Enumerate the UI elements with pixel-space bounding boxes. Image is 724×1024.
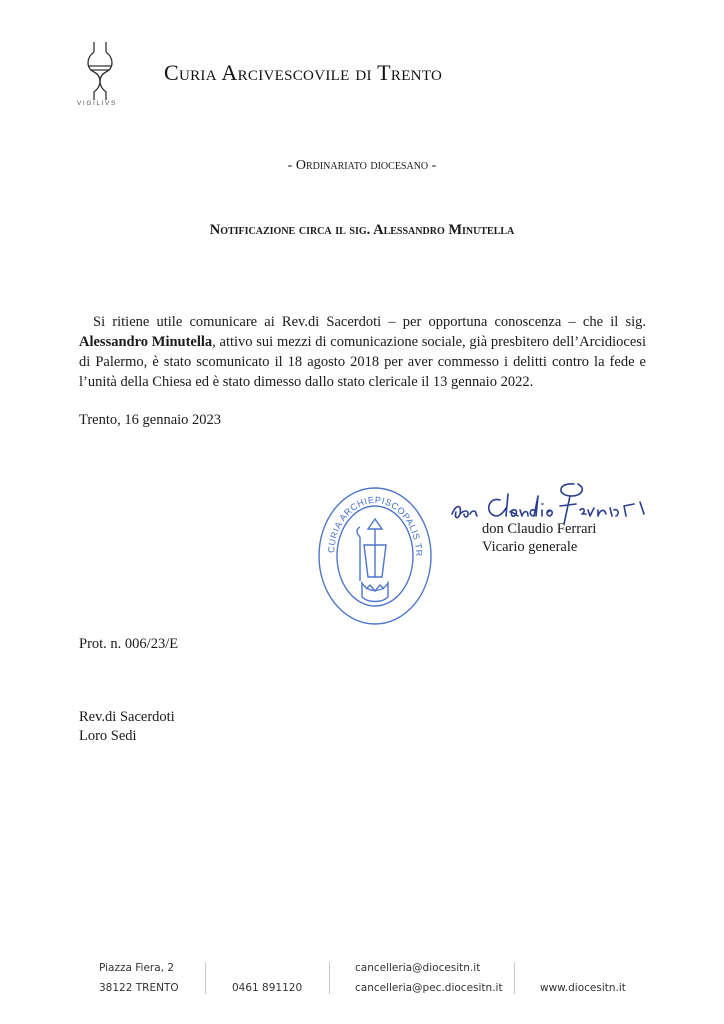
subject-name: Alessandro Minutella [79,334,213,350]
footer-divider [514,962,515,994]
notice-body [79,312,646,392]
logo-motto: VIGILIVS [77,100,117,107]
notice-heading: Notificazione circa il sig. Alessandro Minutella [209,222,515,238]
footer-pec-email-link[interactable]: cancelleria@pec.diocesitn.it [355,982,503,994]
svg-text:CURIA ARCHIEPISCOPALIS TRIDENT [316,485,424,557]
recipient-line-2: Loro Sedi [79,728,137,744]
signatory-role: Vicario generale [482,539,578,555]
page-title: Curia Arcivescovile di Trento [164,60,443,85]
curia-seal-stamp [316,485,434,627]
recipient-line-1: Rev.di Sacerdoti [79,709,175,725]
body-text-part-1: Si ritiene utile comunicare ai Rev.di Sacerdoti – per opportuna conoscenza – che il sig. [93,314,646,330]
place-and-date: Trento, 16 gennaio 2023 [79,412,222,428]
recipient-block [79,708,175,746]
footer-phone: 0461 891120 [232,982,303,994]
signature-handwritten-text: don Claudio Ferrari [448,528,456,529]
footer-address-street: Piazza Fiera, 2 [99,962,175,974]
signatory-name: don Claudio Ferrari [482,521,597,537]
seal-text: CURIA ARCHIEPISCOPALIS TR [326,494,425,557]
signatory-block [482,520,596,556]
footer-address-city: 38122 TRENTO [99,982,179,994]
page-footer [0,958,724,998]
protocol-number: Prot. n. 006/23/E [79,636,179,652]
footer-email-link[interactable]: cancelleria@diocesitn.it [355,962,481,974]
footer-divider [205,962,206,994]
department-subtitle: - Ordinariato diocesano - [287,158,437,173]
footer-website-link[interactable]: www.diocesitn.it [540,982,626,994]
body-text-part-2: , attivo sui mezzi di comunicazione sociale, già presbitero dell’Arcidiocesi di Palermo, è stato scomunicato il 18 agosto 2018 per aver commesso i delitti contro la fede e l’unità della Chiesa ed è stato dimesso dallo stato clericale il 13 gennaio 2022. [79,334,646,390]
footer-divider [329,962,330,994]
